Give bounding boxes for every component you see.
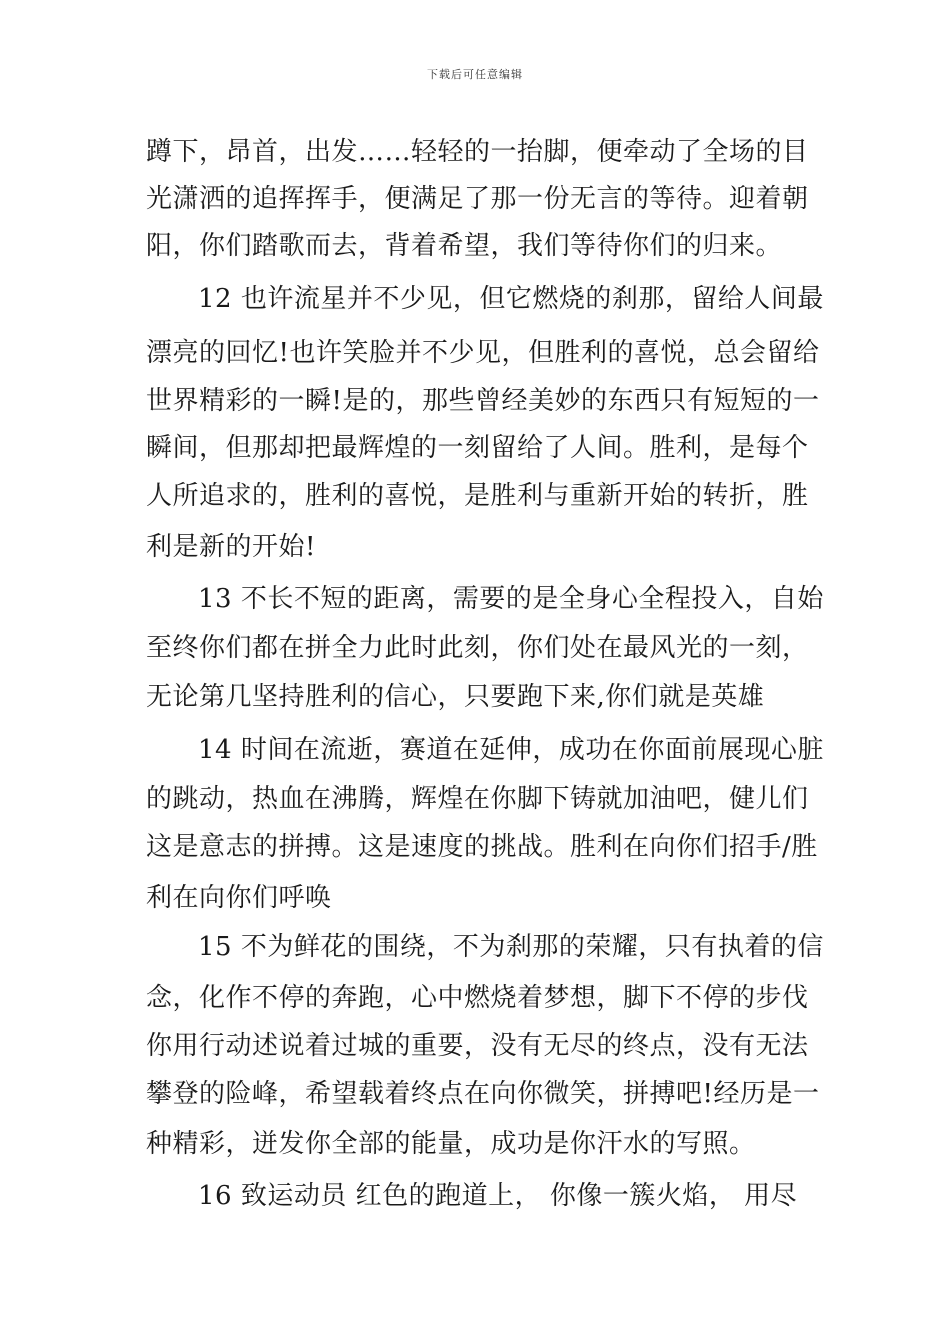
body-line: 16 致运动员 红色的跑道上， 你像一簇火焰， 用尽 bbox=[198, 1181, 798, 1211]
body-line: 阳，你们踏歌而去，背着希望，我们等待你们的归来。 bbox=[146, 231, 783, 261]
body-line: 瞬间，但那却把最辉煌的一刻留给了人间。胜利，是每个 bbox=[146, 433, 809, 463]
body-line: 念，化作不停的奔跑，心中燃烧着梦想，脚下不停的步伐 bbox=[146, 983, 809, 1013]
body-line: 光潇洒的追挥挥手，便满足了那一份无言的等待。迎着朝 bbox=[146, 184, 809, 214]
body-line: 世界精彩的一瞬!是的，那些曾经美妙的东西只有短短的一 bbox=[146, 386, 820, 416]
body-line: 利在向你们呼唤 bbox=[146, 883, 332, 913]
body-line: 12 也许流星并不少见，但它燃烧的刹那，留给人间最 bbox=[198, 284, 824, 314]
body-line: 利是新的开始! bbox=[146, 532, 316, 562]
body-line: 14 时间在流逝，赛道在延伸，成功在你面前展现心脏 bbox=[198, 735, 824, 765]
body-line: 无论第几坚持胜利的信心，只要跑下来,你们就是英雄 bbox=[146, 682, 765, 712]
body-line: 种精彩，迸发你全部的能量，成功是你汗水的写照。 bbox=[146, 1129, 756, 1159]
body-line: 至终你们都在拼全力此时此刻，你们处在最风光的一刻， bbox=[146, 633, 809, 663]
body-line: 漂亮的回忆!也许笑脸并不少见，但胜利的喜悦，总会留给 bbox=[146, 338, 820, 368]
body-line: 13 不长不短的距离，需要的是全身心全程投入，自始 bbox=[198, 584, 824, 614]
page-header: 下载后可任意编辑 bbox=[427, 68, 523, 81]
body-line: 人所追求的，胜利的喜悦，是胜利与重新开始的转折，胜 bbox=[146, 481, 809, 511]
body-line: 蹲下，昂首，出发……轻轻的一抬脚，便牵动了全场的目 bbox=[146, 137, 809, 167]
body-line: 的跳动，热血在沸腾，辉煌在你脚下铸就加油吧，健儿们 bbox=[146, 784, 809, 814]
body-line: 你用行动述说着过城的重要，没有无尽的终点，没有无法 bbox=[146, 1031, 809, 1061]
body-line: 15 不为鲜花的围绕，不为刹那的荣耀，只有执着的信 bbox=[198, 932, 824, 962]
body-line: 这是意志的拼搏。这是速度的挑战。胜利在向你们招手/胜 bbox=[146, 832, 818, 862]
body-line: 攀登的险峰，希望载着终点在向你微笑，拼搏吧!经历是一 bbox=[146, 1079, 820, 1109]
